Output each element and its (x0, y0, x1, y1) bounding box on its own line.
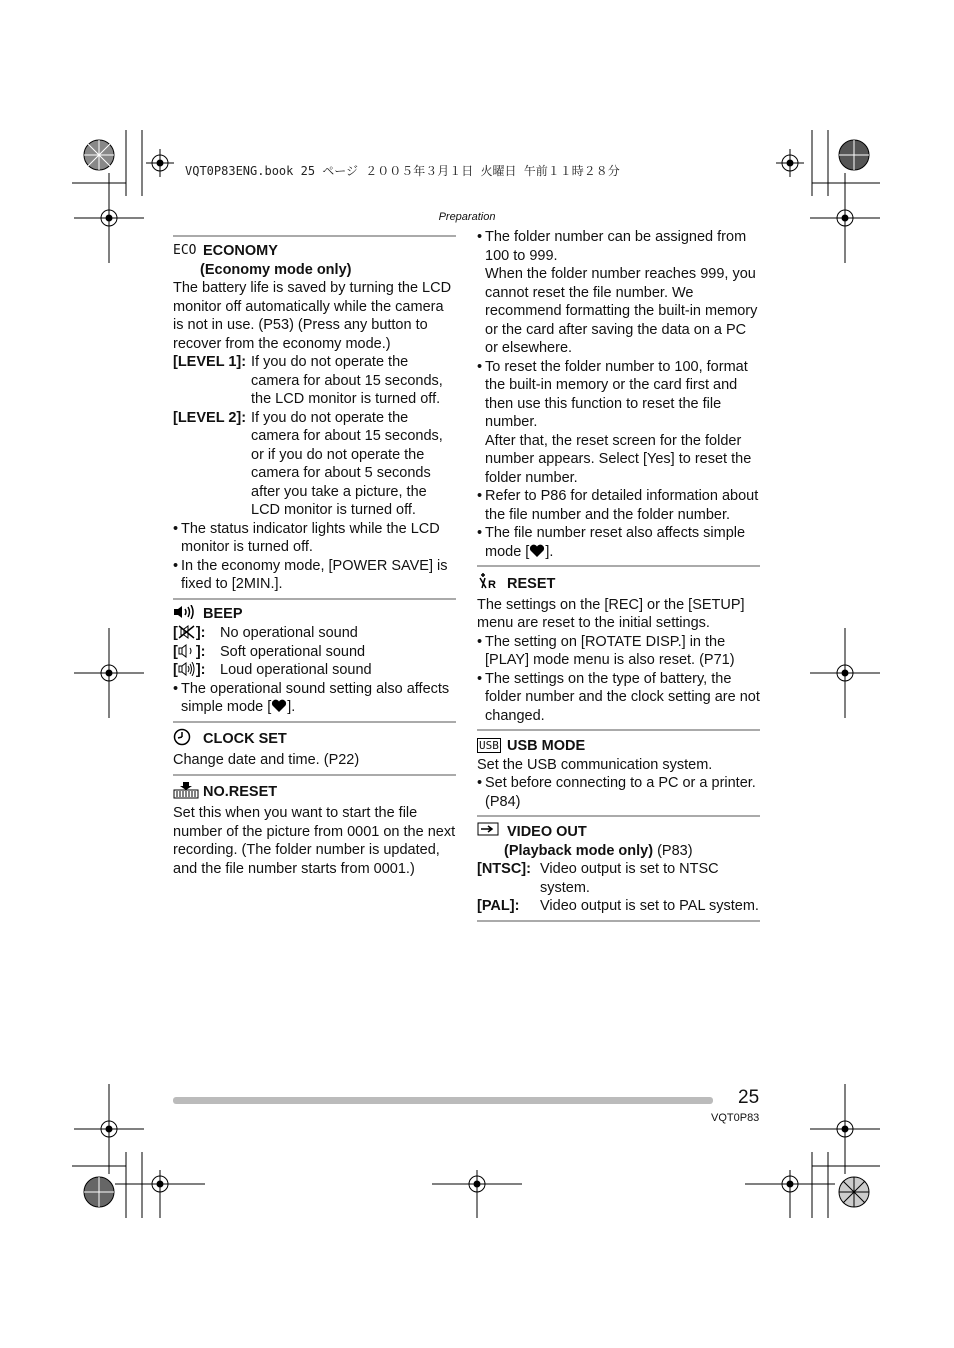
video-subtitle-ref: (P83) (653, 842, 693, 859)
reset-icon (477, 572, 503, 596)
heart-icon (529, 544, 545, 558)
economy-subtitle: (Economy mode only) (200, 261, 352, 278)
reset-body: The settings on the [REC] or the [SETUP] menu are reset to the initial settings. (477, 596, 745, 631)
folder-bullet-4-end: ]. (545, 543, 554, 560)
beep-mute-icon (178, 625, 196, 639)
usb-heading (477, 736, 760, 756)
economy-section (173, 235, 456, 598)
bracket-open: [ (173, 625, 178, 641)
svg-text:R: R (488, 579, 496, 590)
level-1-desc: If you do not operate the camera for about 15 seconds, the LCD monitor is turned off. (251, 354, 443, 407)
level-2-row (173, 409, 456, 520)
economy-body: The battery life is saved by turning the LCD monitor off automatically while the camera is not in use. (P53) (Press any button to recover from the economy mode.) (173, 280, 452, 352)
clock-section (173, 721, 456, 774)
level-1-term: [LEVEL 1]: (173, 354, 247, 370)
economy-bullet-2: • In the economy mode, [POWER SAVE] is fixed to [2MIN.]. (173, 557, 456, 594)
pal-row (477, 897, 760, 916)
clock-title: CLOCK SET (203, 731, 287, 747)
bracket-open: [ (173, 662, 178, 678)
model-code: VQT0P83 (711, 1112, 760, 1124)
folder-bullet-4-text: The file number reset also affects simple mode [ (485, 525, 746, 560)
economy-heading (173, 242, 456, 261)
folder-bullet-4 (477, 524, 760, 561)
folder-bullet-2 (477, 358, 760, 488)
usb-title: USB MODE (507, 737, 586, 754)
bracket-close: ]: (195, 625, 206, 641)
folder-bullet-3: • Refer to P86 for detailed information about the file number and the folder number. (477, 487, 760, 524)
left-column (173, 235, 456, 882)
level-2-term: [LEVEL 2]: (173, 409, 247, 426)
right-column (477, 228, 760, 922)
beep-loud-icon (178, 662, 196, 676)
clock-icon (173, 728, 199, 752)
section-label: Preparation (438, 211, 496, 223)
beep-off-term (173, 624, 220, 643)
reset-bullet-2: • The settings on the type of battery, the folder number and the clock setting are not changed. (477, 670, 760, 726)
speaker-icon (173, 605, 199, 625)
beep-soft-desc: Soft operational sound (220, 643, 366, 660)
folder-bullet-1 (477, 228, 760, 358)
beep-soft-row (173, 643, 456, 662)
file-number-icon (173, 781, 199, 805)
noreset-title: NO.RESET (203, 784, 278, 800)
reset-heading (477, 572, 760, 596)
video-options (477, 860, 760, 916)
level-1-row (173, 353, 456, 409)
reset-title: RESET (507, 575, 556, 592)
economy-levels (173, 353, 456, 520)
level-2-desc: If you do not operate the camera for about 15 seconds, or if you do not operate the camera for about 5 seconds after you take a picture, the LCD monitor is turned off. (251, 409, 443, 518)
page-number: 25 (738, 1087, 760, 1108)
clock-body: Change date and time. (P22) (173, 752, 360, 768)
video-section (477, 815, 760, 922)
beep-loud-term (173, 661, 220, 680)
pal-desc: Video output is set to PAL system. (540, 898, 759, 914)
usb-icon (477, 736, 503, 756)
video-title: VIDEO OUT (507, 823, 587, 840)
video-out-icon (477, 822, 503, 842)
print-header: VQT0P83ENG.book 25 ページ ２００５年３月１日 火曜日 午前１１時２８分 (185, 164, 620, 178)
folder-bullet-1-line-1: • The folder number can be assigned from 100 to 999. (485, 229, 747, 264)
reset-bullet-1: • The setting on [ROTATE DISP.] in the [PLAY] mode menu is also reset. (P71) (477, 633, 760, 670)
beep-title: BEEP (203, 606, 243, 622)
folder-notes (477, 228, 760, 565)
video-subtitle-bold: (Playback mode only) (504, 842, 654, 859)
clock-heading (173, 728, 456, 752)
beep-off-desc: No operational sound (220, 625, 358, 641)
pal-term: [PAL]: (477, 898, 520, 914)
noreset-heading (173, 781, 456, 805)
beep-heading (173, 605, 456, 625)
economy-bullet-1: • The status indicator lights while the LCD monitor is turned off. (173, 520, 456, 557)
video-heading (477, 822, 760, 842)
folder-bullet-2-line-2: After that, the reset screen for the folder number appears. Select [Yes] to reset the folder number. (485, 432, 752, 486)
bracket-close: ]: (195, 643, 206, 660)
beep-options (173, 624, 456, 680)
beep-loud-row (173, 661, 456, 680)
beep-soft-icon (178, 644, 196, 658)
usb-body: Set the USB communication system. (477, 756, 713, 773)
ntsc-desc: Video output is set to NTSC system. (540, 861, 719, 896)
folder-bullet-2-line-1: • To reset the folder number to 100, format the built-in memory or the card first and then use this function to reset the file number. (485, 358, 748, 430)
beep-bullet-text: The operational sound setting also affects simple mode [ (181, 680, 450, 715)
usb-bullet: • Set before connecting to a PC or a printer. (P84) (477, 774, 760, 811)
economy-title: ECONOMY (203, 243, 278, 259)
beep-off-row (173, 624, 456, 643)
folder-bullet-1-line-2: When the folder number reaches 999, you cannot reset the file number. We recommend formatting the built-in memory or the card after saving the data on a PC or elsewhere. (485, 266, 758, 356)
footer-bar (173, 1097, 713, 1104)
beep-bullet-end: ]. (287, 699, 296, 715)
beep-soft-term (173, 643, 220, 662)
beep-section (173, 598, 456, 721)
beep-loud-desc: Loud operational sound (220, 662, 372, 678)
noreset-section (173, 774, 456, 883)
heart-icon (271, 699, 287, 713)
noreset-body: Set this when you want to start the file number of the picture from 0001 on the next recording. (The folder number is updated, and the file number starts from 0001.) (173, 805, 456, 877)
ntsc-row (477, 860, 760, 897)
usb-section (477, 729, 760, 815)
video-subtitle (477, 842, 760, 861)
bracket-open: [ (173, 643, 178, 660)
beep-bullet (173, 680, 456, 717)
reset-section (477, 565, 760, 729)
bracket-close: ]: (195, 662, 206, 678)
usb-icon-text: USB (479, 739, 499, 752)
ntsc-term: [NTSC]: (477, 861, 531, 877)
eco-icon: ECO (173, 243, 197, 258)
